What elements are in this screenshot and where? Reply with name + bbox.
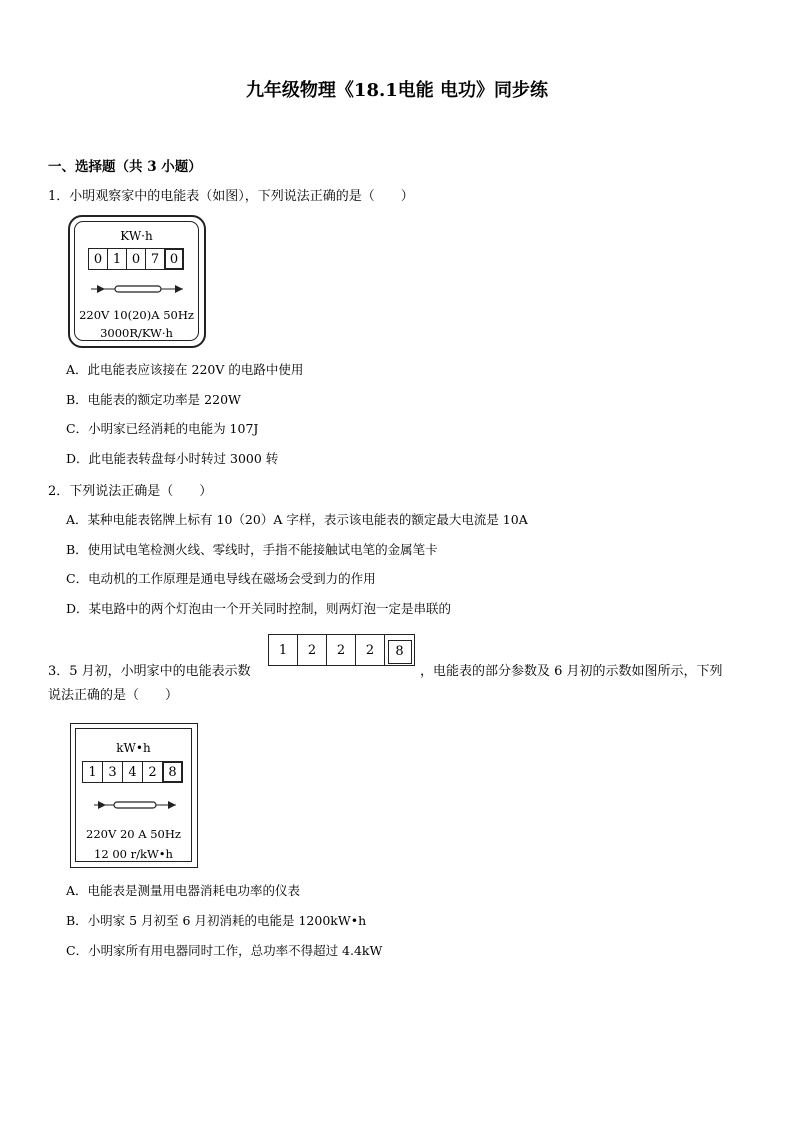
page-title: 九年级物理《18.1电能 电功》同步练 (245, 80, 549, 101)
meter-1-digits (88, 248, 184, 270)
inline-digit: 2 (298, 635, 327, 665)
question-3-stem-part3: 说法正确的是（ ） (48, 688, 179, 703)
meter-1-unit: KW·h (120, 229, 153, 243)
meter-2-face (75, 728, 192, 862)
q1-option-d: D．此电能表转盘每小时转过 3000 转 (66, 451, 279, 466)
inline-digit: 2 (356, 635, 385, 665)
meter-2-digits (82, 761, 183, 783)
meter-2-digit: 2 (142, 761, 162, 783)
q2-option-a: A．某种电能表铭牌上标有 10（20）A 字样，表示该电能表的额定最大电流是 10A (66, 512, 528, 527)
meter-2-spec-rating: 220V 20 A 50Hz (86, 827, 181, 841)
q1-option-a: A．此电能表应该接在 220V 的电路中使用 (66, 362, 304, 377)
question-3-stem-part1: 3．5 月初，小明家中的电能表示数 (48, 664, 251, 679)
meter-1-digit: 0 (88, 248, 107, 270)
meter-2-digit: 4 (122, 761, 142, 783)
meter-2-unit: kW•h (116, 741, 151, 755)
q2-option-d: D．某电路中的两个灯泡由一个开关同时控制，则两灯泡一定是串联的 (66, 601, 452, 616)
meter-1 (68, 215, 206, 348)
q1-option-c: C．小明家已经消耗的电能为 107J (66, 421, 259, 436)
meter-1-spec-rev: 3000R/KW·h (100, 326, 173, 340)
meter-2-digit-last: 8 (162, 761, 183, 783)
meter-1-digit: 1 (107, 248, 126, 270)
inline-digit: 1 (269, 635, 298, 665)
q3-option-b: B．小明家 5 月初至 6 月初消耗的电能是 1200kW•h (66, 913, 367, 928)
meter-1-digit: 7 (145, 248, 164, 270)
q3-option-c: C．小明家所有用电器同时工作，总功率不得超过 4.4kW (66, 943, 383, 958)
q1-option-b: B．电能表的额定功率是 220W (66, 392, 241, 407)
q2-option-c: C．电动机的工作原理是通电导线在磁场会受到力的作用 (66, 571, 376, 586)
question-1-stem: 1．小明观察家中的电能表（如图），下列说法正确的是（ ） (48, 189, 414, 204)
inline-digit-last (385, 635, 414, 665)
meter-2-digit: 3 (102, 761, 122, 783)
meter-1-digit-last: 0 (164, 248, 184, 270)
inline-digit-last-value: 8 (388, 640, 412, 664)
rotor-disc-icon (92, 799, 178, 811)
meter-2 (70, 723, 198, 868)
inline-meter-reading (268, 634, 415, 666)
q2-option-b: B．使用试电笔检测火线、零线时，手指不能接触试电笔的金属笔卡 (66, 542, 438, 557)
section-heading: 一、选择题（共 3 小题） (48, 159, 202, 175)
inline-digit: 2 (327, 635, 356, 665)
rotor-disc-icon (89, 282, 185, 296)
question-2-stem: 2．下列说法正确是（ ） (48, 484, 213, 499)
meter-1-digit: 0 (126, 248, 145, 270)
meter-2-spec-rev: 12 00 r/kW•h (94, 847, 173, 861)
q3-option-a: A．电能表是测量用电器消耗电功率的仪表 (66, 883, 301, 898)
meter-1-spec-rating: 220V 10(20)A 50Hz (79, 308, 194, 322)
question-3-stem-part2: ，电能表的部分参数及 6 月初的示数如图所示，下列 (420, 664, 723, 679)
meter-1-face (74, 221, 199, 341)
meter-2-digit: 1 (82, 761, 102, 783)
